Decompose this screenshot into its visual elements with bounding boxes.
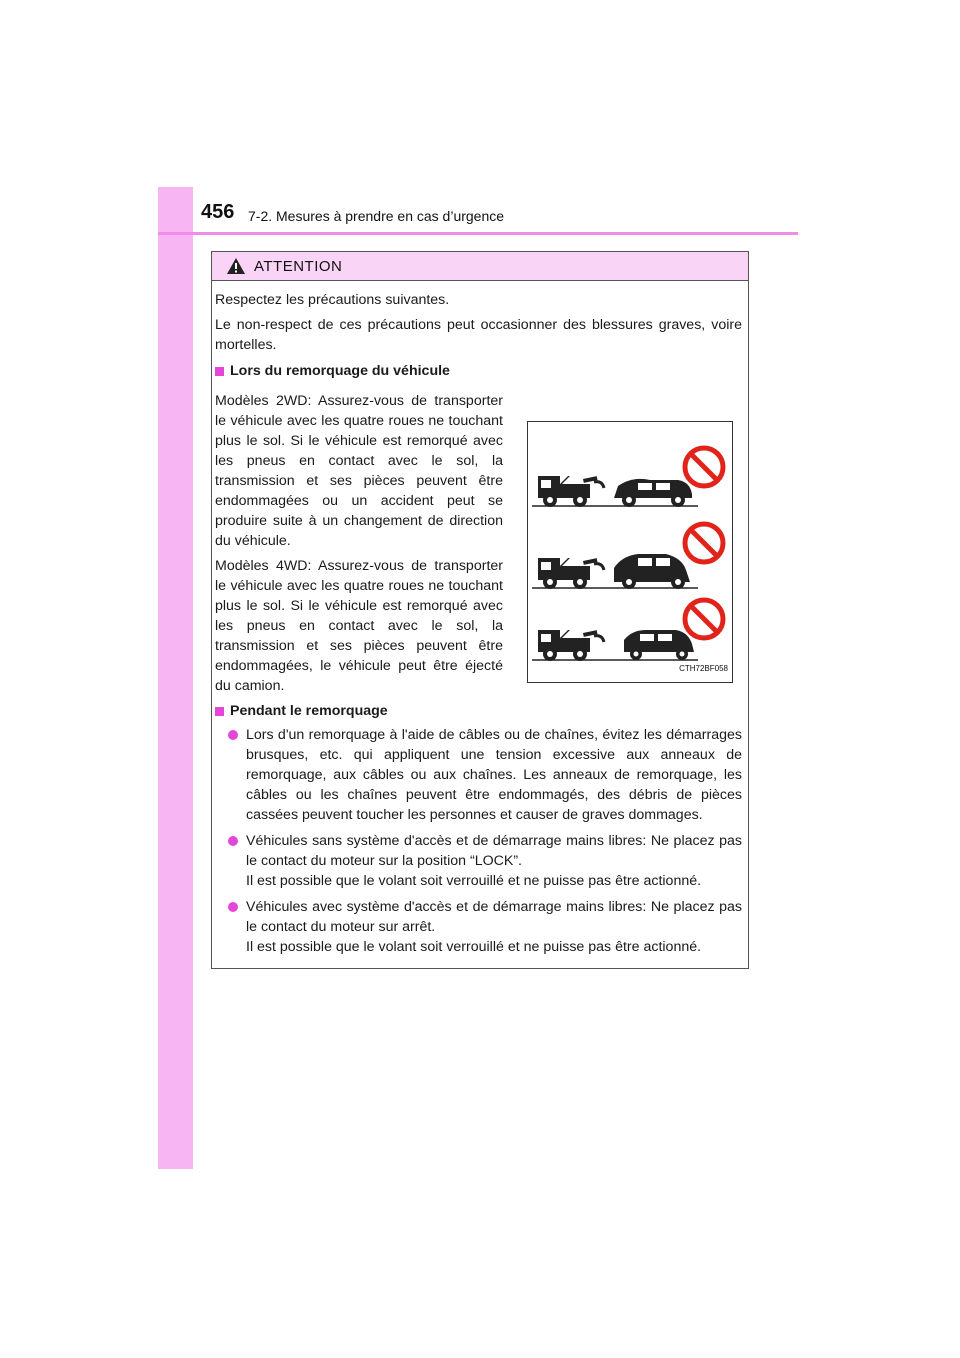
tow-truck-illustration xyxy=(528,422,732,682)
towing-heading: Lors du remorquage du véhicule xyxy=(215,361,742,381)
list-item: Lors d'un remorquage à l'aide de câbles ou de chaînes, évitez les démarrages brusques, etc. qui appliquent une tension excessive aux anneaux de remorquage, aux câbles ou aux chaînes. Les anneaux de remorquage, les câbles ou les chaînes peuvent être endommagés, des débris de pièces cassées peuvent toucher les personnes et causer de graves dommages. xyxy=(215,725,742,825)
figure-code: CTH72BF058 xyxy=(679,664,728,673)
square-bullet-icon xyxy=(215,707,224,716)
round-bullet-icon xyxy=(228,730,238,740)
section-title: 7-2. Mesures à prendre en cas d’urgence xyxy=(248,208,505,224)
attention-box xyxy=(211,251,749,969)
para-4wd: Modèles 4WD: Assurez-vous de transporter le véhicule avec les quatre roues ne touchant plus le sol. Si le véhicule est remorqué avec les pneus en contact avec le sol, la transmission et ses pièces peuvent être endommagées, le véhicule peut être éjecté du camion. xyxy=(215,558,503,694)
intro-text: Respectez les précautions suivantes. xyxy=(215,292,450,308)
bullet3-note: Il est possible que le volant soit verrouillé et ne puisse pas être actionné. xyxy=(246,939,702,955)
page-number: 456 xyxy=(201,201,235,223)
para-2wd: Modèles 2WD: Assurez-vous de transporter le véhicule avec les quatre roues ne touchant plus le sol. Si le véhicule est remorqué avec les pneus en contact avec le sol, la transmission et ses pièces peuvent être endommagées ou un accident peut se produire suite à un changement de direction du véhicule. xyxy=(215,393,503,549)
list-item xyxy=(215,831,742,891)
prohibition-icon xyxy=(685,448,723,486)
round-bullet-icon xyxy=(228,902,238,912)
warning-triangle-icon xyxy=(226,257,246,275)
square-bullet-icon xyxy=(215,367,224,376)
attention-content xyxy=(212,281,748,957)
attention-header xyxy=(212,252,748,281)
header-rule xyxy=(158,232,798,235)
towing-figure xyxy=(527,421,733,683)
bullet2-note: Il est possible que le volant soit verrouillé et ne puisse pas être actionné. xyxy=(246,873,702,889)
prohibition-icon xyxy=(685,524,723,562)
list-item xyxy=(215,897,742,957)
attention-label: ATTENTION xyxy=(254,257,343,275)
bullet3-main: Véhicules avec système d'accès et de démarrage mains libres: Ne placez pas le contact du moteur sur arrêt. xyxy=(246,899,742,935)
prohibition-icon xyxy=(685,600,723,638)
during-towing-heading: Pendant le remorquage xyxy=(215,701,742,721)
consequence-text: Le non-respect de ces précautions peut occasionner des blessures graves, voire mortelles. xyxy=(215,317,742,353)
side-tab-strip xyxy=(158,187,193,1169)
bullet2-main: Véhicules sans système d'accès et de démarrage mains libres: Ne placez pas le contact du moteur sur la position “LOCK”. xyxy=(246,833,742,869)
round-bullet-icon xyxy=(228,836,238,846)
